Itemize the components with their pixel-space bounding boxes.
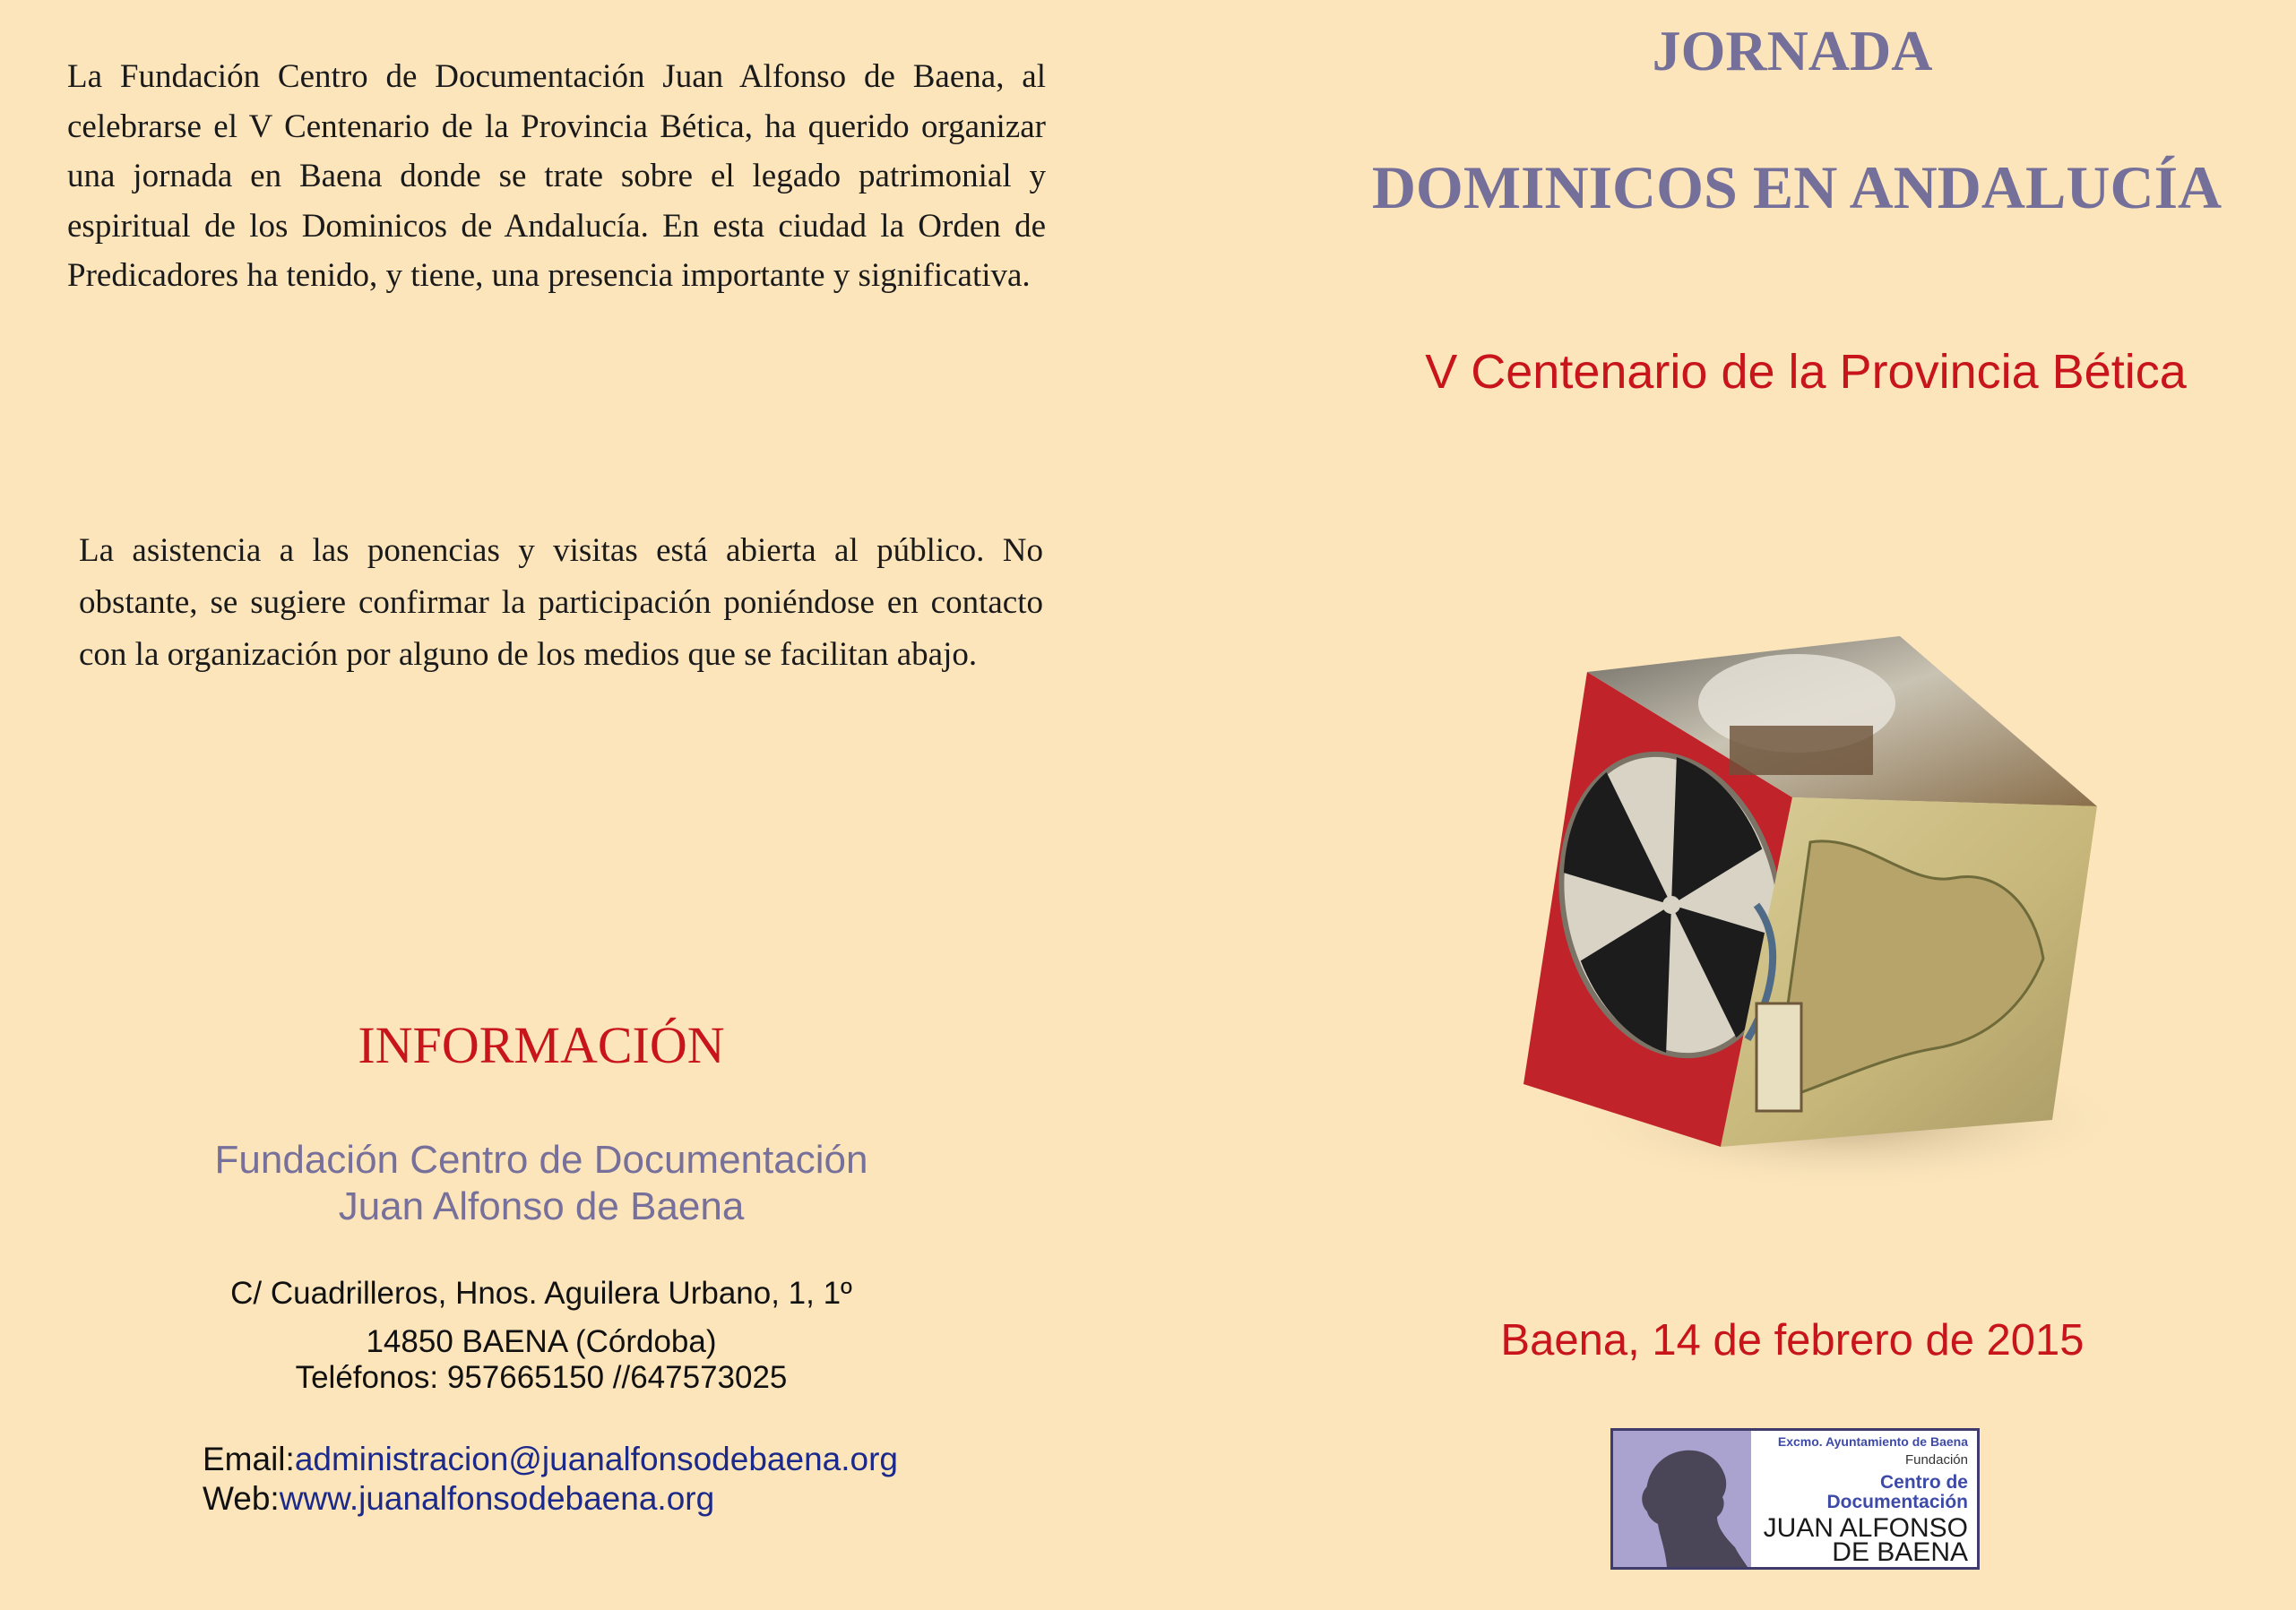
intro-paragraph: La Fundación Centro de Documentación Juan Alfonso de Baena, al celebrarse el V Centenario de la Provincia Bética, ha querido organizar una jornada en Baena donde se trate sobre el legado patrimonial y espiritual de los Dominicos de Andalucía. En esta ciudad la Orden de Predicadores ha tenido, y tiene, una presencia importante y significativa. (67, 58, 1046, 294)
logo-line-3: Centro de (1879, 1472, 1968, 1493)
info-heading: INFORMACIÓN (358, 1016, 725, 1074)
subtitle: V Centenario de la Provincia Bética (1425, 345, 2187, 399)
email-link[interactable]: administracion@juanalfonsodebaena.org (294, 1441, 898, 1477)
event-date: Baena, 14 de febrero de 2015 (1500, 1316, 2085, 1365)
portrait-silhouette-icon (1613, 1431, 1751, 1567)
web-link[interactable]: www.juanalfonsodebaena.org (279, 1480, 715, 1517)
cube-illustration (1488, 618, 2133, 1192)
address-city: 14850 BAENA (Córdoba) (366, 1324, 717, 1359)
org-name-line1: Fundación Centro de Documentación (214, 1138, 868, 1182)
phone-numbers: Teléfonos: 957665150 //647573025 (295, 1360, 788, 1395)
attendance-paragraph: La asistencia a las ponencias y visitas está abierta al público. No obstante, se sugiere confirmar la participación poniéndose en contacto con la organización por alguno de los medios que se facilitan abajo. (79, 532, 1043, 673)
logo-text-block (1753, 1431, 1977, 1567)
logo-line-1: Excmo. Ayuntamiento de Baena (1777, 1434, 1968, 1449)
logo-line-5: JUAN ALFONSO (1763, 1513, 1968, 1543)
logo-line-4: Documentación (1826, 1492, 1968, 1512)
email-line (203, 1441, 898, 1478)
logo-portrait (1613, 1431, 1751, 1567)
logo-line-6: DE BAENA (1832, 1537, 1968, 1567)
page-title-line2: DOMINICOS EN ANDALUCÍA (1371, 153, 2223, 221)
email-label: Email: (203, 1441, 295, 1477)
page-title-line1: JORNADA (1652, 19, 1933, 82)
web-line (203, 1480, 714, 1518)
address-street: C/ Cuadrilleros, Hnos. Aguilera Urbano, 1, 1º (230, 1276, 852, 1311)
logo-line-2: Fundación (1904, 1452, 1968, 1468)
org-name-line2: Juan Alfonso de Baena (338, 1184, 745, 1228)
foundation-logo (1610, 1428, 1980, 1570)
web-label: Web: (203, 1480, 280, 1517)
